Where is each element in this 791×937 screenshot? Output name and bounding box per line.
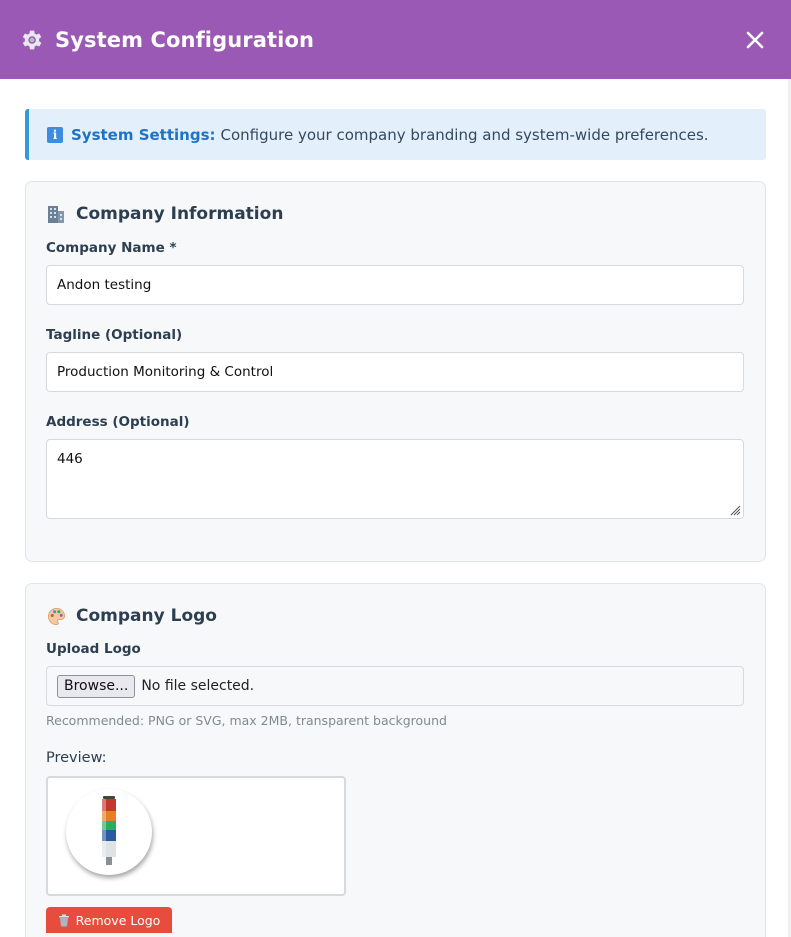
building-icon bbox=[46, 204, 66, 224]
tagline-label: Tagline (Optional) bbox=[46, 327, 183, 343]
company-name-value: Andon testing bbox=[57, 277, 152, 293]
gear-icon bbox=[18, 27, 44, 53]
address-label: Address (Optional) bbox=[46, 414, 190, 430]
logo-preview bbox=[46, 776, 346, 896]
modal-header bbox=[0, 0, 791, 79]
company-logo-section bbox=[25, 583, 766, 937]
tagline-input[interactable] bbox=[46, 352, 744, 392]
trash-icon bbox=[58, 914, 70, 927]
info-icon: i bbox=[47, 127, 63, 143]
file-status: No file selected. bbox=[141, 678, 255, 694]
logo-image bbox=[66, 789, 152, 875]
info-banner-label: System Settings: bbox=[71, 125, 216, 144]
close-icon[interactable] bbox=[745, 30, 765, 50]
remove-logo-button[interactable] bbox=[46, 907, 172, 933]
company-information-title: Company Information bbox=[76, 204, 284, 224]
logo-hint: Recommended: PNG or SVG, max 2MB, transparent background bbox=[46, 713, 447, 728]
info-banner-text: Configure your company branding and system-wide preferences. bbox=[220, 125, 709, 144]
preview-label: Preview: bbox=[46, 750, 107, 766]
remove-logo-label: Remove Logo bbox=[75, 912, 161, 928]
modal-title: System Configuration bbox=[55, 27, 315, 52]
address-textarea[interactable] bbox=[46, 439, 744, 519]
section-title bbox=[46, 606, 745, 626]
resize-grip-icon[interactable] bbox=[729, 504, 741, 516]
modal-body bbox=[0, 79, 791, 937]
company-name-input[interactable] bbox=[46, 265, 744, 305]
company-information-section bbox=[25, 181, 766, 562]
address-value: 446 bbox=[57, 451, 83, 467]
company-name-label: Company Name * bbox=[46, 240, 177, 256]
info-banner bbox=[25, 109, 766, 160]
upload-logo-label: Upload Logo bbox=[46, 641, 141, 657]
palette-icon bbox=[46, 606, 66, 626]
tagline-value: Production Monitoring & Control bbox=[57, 364, 274, 380]
section-title bbox=[46, 204, 745, 224]
logo-file-input[interactable] bbox=[46, 666, 744, 706]
browse-button[interactable]: Browse... bbox=[57, 675, 135, 698]
company-logo-title: Company Logo bbox=[76, 606, 217, 626]
